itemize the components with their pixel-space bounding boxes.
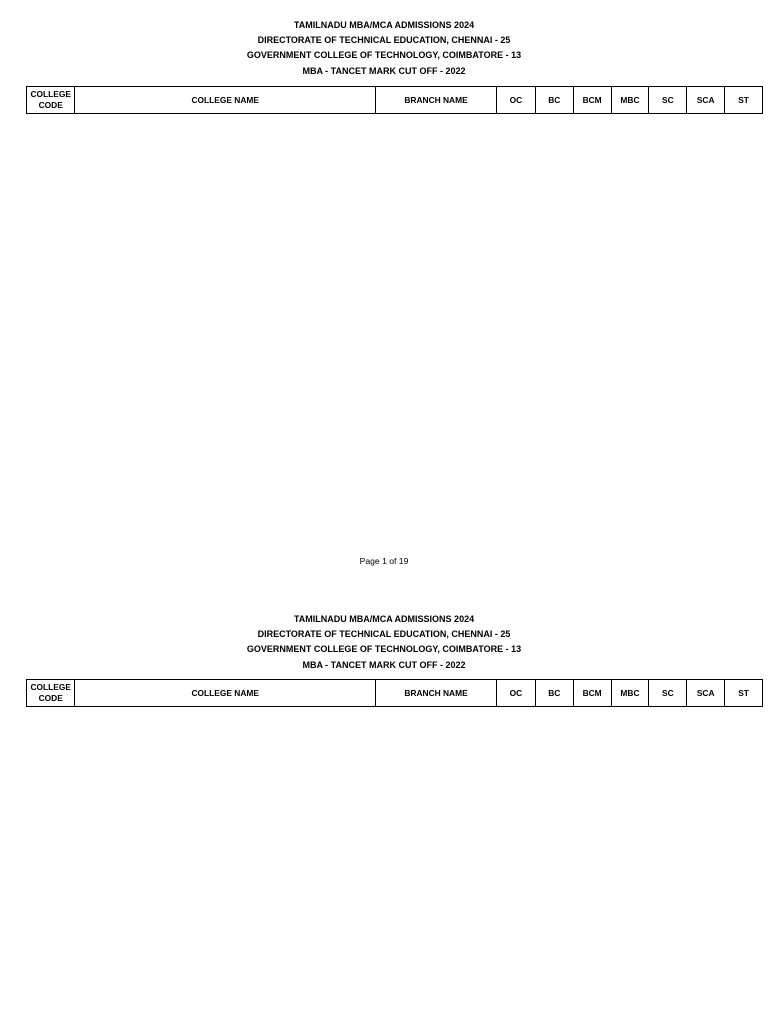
column-header: MBC [611,679,649,706]
column-header: SC [649,86,687,113]
heading-line: TAMILNADU MBA/MCA ADMISSIONS 2024 [293,614,475,624]
column-header: OC [496,679,535,706]
column-header: BC [535,679,573,706]
column-header: COLLEGE CODE [27,679,75,706]
column-header: BRANCH NAME [376,86,497,113]
heading-line: DIRECTORATE OF TECHNICAL EDUCATION, CHENNAI - 25 [257,629,511,640]
heading-line: GOVERNMENT COLLEGE OF TECHNOLOGY, COIMBATORE - 13 [246,644,522,655]
document-page-2 [0,612,768,707]
heading-line: DIRECTORATE OF TECHNICAL EDUCATION, CHENNAI - 25 [257,35,511,46]
column-header: COLLEGE NAME [75,679,376,706]
document-page-1 [0,18,768,114]
heading-line: GOVERNMENT COLLEGE OF TECHNOLOGY, COIMBATORE - 13 [246,50,522,61]
column-header: BCM [573,679,611,706]
page-2-heading [0,612,768,673]
page-1-heading [0,18,768,79]
column-header: OC [496,86,535,113]
column-header: BC [535,86,573,113]
column-header: ST [725,679,763,706]
cutoff-table-page-2 [26,679,763,707]
cutoff-table-page-1 [26,86,763,114]
column-header: SC [649,679,687,706]
column-header: SCA [687,86,725,113]
column-header: ST [725,86,763,113]
column-header: BRANCH NAME [376,679,497,706]
table-header-row [27,679,763,706]
heading-line: MBA - TANCET MARK CUT OFF - 2022 [302,65,466,76]
column-header: SCA [687,679,725,706]
heading-line: TAMILNADU MBA/MCA ADMISSIONS 2024 [293,20,475,30]
table-header-row [27,86,763,113]
column-header: COLLEGE NAME [75,86,376,113]
column-header: MBC [611,86,649,113]
column-header: BCM [573,86,611,113]
page-number-footer: Page 1 of 19 [359,556,409,566]
column-header: COLLEGE CODE [27,86,75,113]
heading-line: MBA - TANCET MARK CUT OFF - 2022 [302,659,466,670]
